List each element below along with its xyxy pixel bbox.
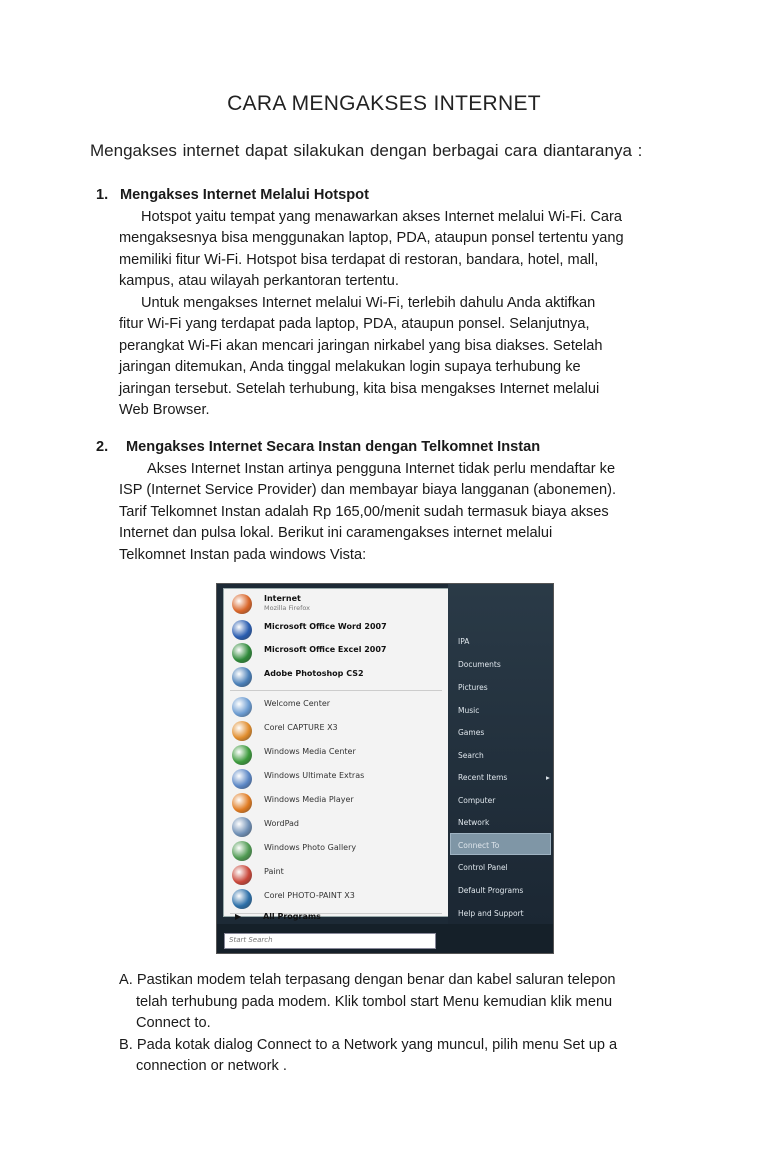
start-menu-place-network[interactable]: Network [458,818,490,827]
divider [230,690,442,691]
start-menu-places [448,584,553,924]
start-menu-item-sublabel: Mozilla Firefox [264,604,310,612]
photo-gallery-icon [232,841,252,861]
section-heading [96,437,676,459]
start-menu-item-label: Microsoft Office Excel 2007 [264,645,387,654]
corel-capture-icon [232,721,252,741]
start-menu-item[interactable] [230,744,445,766]
text-line: Web Browser. [119,402,210,418]
start-menu-item-label: Corel PHOTO-PAINT X3 [264,891,355,900]
paint-icon [232,865,252,885]
start-menu-place-help-and-support[interactable]: Help and Support [458,909,524,918]
start-menu-place-ipa[interactable]: IPA [458,637,470,646]
all-programs-item[interactable] [229,913,444,927]
text-line: kampus, atau wilayah perkantoran tertentu. [119,273,399,289]
start-menu-item-label: Internet [264,594,301,603]
step-a: A. Pastikan modem telah terpasang dengan benar dan kabel saluran telepon telah terhubung pada modem. Klik tombol start Menu kemudian klik menu Connect to. [119,972,616,1031]
start-menu-place-recent-items[interactable]: Recent Items ▸ [458,773,550,782]
start-menu-place-default-programs[interactable]: Default Programs [458,886,524,895]
section-number: 2. [96,439,109,455]
arrow-right-icon: ▶ [235,912,242,921]
step-b: B. Pada kotak dialog Connect to a Network yang muncul, pilih menu Set up a connection or network . [119,1036,618,1074]
text-line: Tarif Telkomnet Instan adalah Rp 165,00/menit sudah termasuk biaya akses [119,503,609,520]
text-line: perangkat Wi-Fi akan mencari jaringan nirkabel yang bisa diakses. Setelah [119,337,603,354]
start-menu-item-label: Adobe Photoshop CS2 [264,669,364,678]
start-menu-place-pictures[interactable]: Pictures [458,683,488,692]
text-line: mengaksesnya bisa menggunakan laptop, PDA, ataupun ponsel tertentu yang [119,230,624,246]
start-menu-item[interactable] [230,816,445,838]
chevron-right-icon: ▸ [546,773,550,782]
start-menu-programs [223,588,450,917]
start-menu-item-label: Windows Media Player [264,795,354,804]
word-icon [232,620,252,640]
start-menu-item[interactable] [230,666,445,688]
start-menu-item[interactable] [230,619,445,641]
media-center-icon [232,745,252,765]
text-line: Untuk mengakses Internet melalui Wi-Fi, terlebih dahulu Anda aktifkan [141,294,596,311]
start-menu-screenshot [217,584,553,953]
start-menu-item[interactable] [230,593,445,615]
text-line: ISP (Internet Service Provider) dan membayar biaya langganan (abonemen). [119,482,616,498]
heading-text: Mengakses Internet Melalui Hotspot [120,187,369,203]
section-telkomnet [96,437,676,566]
section-heading [96,185,676,207]
section-hotspot [96,185,676,422]
start-menu-place-connect-to[interactable]: Connect To [458,841,500,850]
start-menu-item-label: Windows Photo Gallery [264,843,357,852]
start-menu-item-label: Windows Media Center [264,747,356,756]
media-player-icon [232,793,252,813]
extras-icon [232,769,252,789]
text-line: Internet dan pulsa lokal. Berikut ini caramengakses internet melalui [119,525,553,541]
start-menu-item-label: Microsoft Office Word 2007 [264,622,387,631]
start-menu-item[interactable] [230,642,445,664]
start-menu-place-documents[interactable]: Documents [458,660,501,669]
start-menu-item[interactable] [230,888,445,910]
start-menu-item-label: Paint [264,867,284,876]
section-number: 1. [96,187,109,203]
intro-text: Mengakses internet dapat silakukan dengan berbagai cara diantaranya : [90,141,643,160]
welcome-icon [232,697,252,717]
text-line: Hotspot yaitu tempat yang menawarkan akses Internet melalui Wi-Fi. Cara [141,208,622,225]
corel-photopaint-icon [232,889,252,909]
start-menu-item[interactable] [230,864,445,886]
start-menu-place-computer[interactable]: Computer [458,796,496,805]
text-line: Akses Internet Instan artinya pengguna Internet tidak perlu mendaftar ke [147,460,616,477]
start-menu-item[interactable] [230,720,445,742]
photoshop-icon [232,667,252,687]
start-search-input[interactable]: Start Search [224,933,436,949]
section-body [96,207,676,422]
all-programs-label: All Programs [263,912,321,921]
firefox-icon [232,594,252,614]
wordpad-icon [232,817,252,837]
start-menu-item-label: Welcome Center [264,699,331,708]
start-menu-place-games[interactable]: Games [458,728,485,737]
text-line: jaringan tersebut. Setelah terhubung, kita bisa mengakses Internet melalui [119,380,600,397]
start-menu-item-label: WordPad [264,819,300,828]
start-menu-item[interactable] [230,696,445,718]
text-line: Telkomnet Instan pada windows Vista: [119,546,367,563]
page-title: CARA MENGAKSES INTERNET [227,92,541,115]
excel-icon [232,643,252,663]
text-line: jaringan ditemukan, Anda tinggal melakukan login supaya terhubung ke [119,359,581,375]
start-menu-item-label: Windows Ultimate Extras [264,771,365,780]
heading-text: Mengakses Internet Secara Instan dengan Telkomnet Instan [126,439,541,455]
start-menu-item[interactable] [230,792,445,814]
start-menu-place-music[interactable]: Music [458,706,480,715]
start-menu-place-search[interactable]: Search [458,751,484,760]
start-menu-item[interactable] [230,840,445,862]
steps-list [119,970,719,1078]
start-menu-item-label: Corel CAPTURE X3 [264,723,338,732]
start-menu-item[interactable] [230,768,445,790]
text-line: fitur Wi-Fi yang terdapat pada laptop, PDA, ataupun ponsel. Selanjutnya, [119,316,590,332]
section-body [96,459,676,567]
start-menu-place-control-panel[interactable]: Control Panel [458,863,508,872]
text-line: memiliki fitur Wi-Fi. Hotspot bisa terdapat di restoran, bandara, hotel, mall, [119,251,599,268]
